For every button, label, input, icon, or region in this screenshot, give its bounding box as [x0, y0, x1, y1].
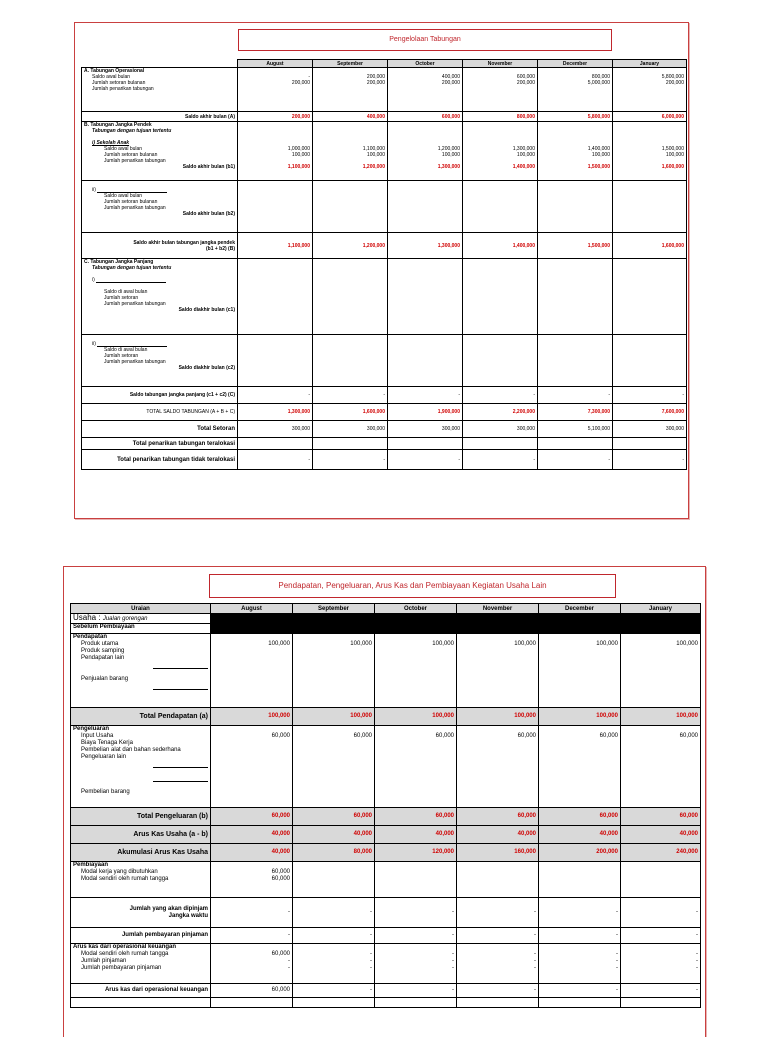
- empty-cell: [539, 862, 621, 898]
- row-label: Jumlah setoran: [104, 353, 139, 359]
- short-term-total: 1,600,000: [613, 233, 687, 259]
- empty-cell: [375, 862, 457, 898]
- pinjam: -: [293, 898, 375, 928]
- section-a-heading: A. Tabungan Operasional: [84, 68, 145, 74]
- empty-cell: [375, 998, 457, 1008]
- row-label: Saldo di awal bulan: [104, 347, 148, 353]
- row-label: Biaya Tenaga Kerja: [81, 740, 133, 746]
- row-label: Jumlah setoran bulanan: [92, 80, 146, 86]
- total-setoran: 300,000: [238, 421, 313, 438]
- pengeluaran-cell: 60,000: [293, 726, 375, 808]
- business-table: [70, 603, 701, 1008]
- akumulasi: 120,000: [375, 844, 457, 862]
- row-label: Saldo di awal bulan: [104, 289, 148, 295]
- row-label: Jumlah setoran bulanan: [104, 199, 158, 205]
- empty-cell: [463, 438, 538, 450]
- long-term-total: -: [313, 387, 388, 404]
- penarikan-tidak: -: [613, 450, 687, 470]
- akumulasi-label: Akumulasi Arus Kas Usaha: [71, 844, 211, 862]
- c2-name-blank: ii): [84, 341, 235, 347]
- b1-cell: 1,500,000 100,000 1,600,000: [613, 122, 687, 181]
- empty-cell: [621, 998, 701, 1008]
- empty-cell: [457, 998, 539, 1008]
- pengeluaran-cell: 60,000: [457, 726, 539, 808]
- total-pengeluaran: 60,000: [621, 808, 701, 826]
- row-label: Penjualan barang: [81, 676, 129, 682]
- b1-cell: 1,000,000 100,000 1,100,000: [238, 122, 313, 181]
- row-label: Saldo awal bulan: [104, 193, 143, 199]
- arus-kas: 40,000: [621, 826, 701, 844]
- grand-total: 7,600,000: [613, 404, 687, 421]
- month-header: December: [538, 60, 613, 68]
- empty-cell: [621, 862, 701, 898]
- empty-cell: [457, 862, 539, 898]
- pengeluaran-cell: 60,000: [621, 726, 701, 808]
- operasional-labels: [71, 944, 211, 984]
- b1-cell: 1,400,000 100,000 1,500,000: [538, 122, 613, 181]
- section-c-labels: [82, 259, 238, 335]
- row-label: Jumlah pembayaran pinjaman: [81, 965, 162, 971]
- akumulasi: 160,000: [457, 844, 539, 862]
- total-setoran: 300,000: [613, 421, 687, 438]
- empty-cell: [539, 998, 621, 1008]
- empty-cell: [463, 335, 538, 387]
- pengeluaran-heading: Pengeluaran: [73, 726, 110, 732]
- grand-total: 2,200,000: [463, 404, 538, 421]
- total-value: 600,000: [388, 112, 463, 122]
- row-label: Saldo awal bulan: [92, 74, 131, 80]
- row-label: Jumlah penarikan tabungan: [104, 158, 166, 164]
- operasional-cell: - - -: [375, 944, 457, 984]
- section-b-labels: [82, 122, 238, 181]
- operasional-total-label: Arus kas dari operasional keuangan: [71, 984, 211, 998]
- row-label: Saldo awal bulan: [104, 146, 143, 152]
- section-c-subheading: Tabungan dengan tujuan tertentu: [92, 265, 172, 271]
- row-label: Modal sendiri oleh rumah tangga: [81, 951, 169, 957]
- month-header: January: [621, 604, 701, 614]
- arus-kas: 40,000: [457, 826, 539, 844]
- c1-name-blank: i): [84, 277, 235, 283]
- empty-cell: [238, 259, 313, 335]
- usaha-value: Jualan gorengan: [102, 616, 148, 622]
- operasional-total: -: [293, 984, 375, 998]
- arus-kas-label: Arus Kas Usaha (a - b): [71, 826, 211, 844]
- row-label: Produk samping: [81, 648, 125, 654]
- row-label: Pembelian alat dan bahan sederhana: [81, 747, 181, 753]
- pendapatan-cell: 100,000: [211, 634, 293, 708]
- b1-name: i) Sekolah Anak: [92, 140, 130, 146]
- empty-cell: [463, 259, 538, 335]
- long-term-total: -: [238, 387, 313, 404]
- empty-cell: [313, 335, 388, 387]
- bayar: -: [375, 928, 457, 944]
- month-header: August: [238, 60, 313, 68]
- row-label: Input Usaha: [81, 733, 114, 739]
- row-label: Jumlah setoran: [104, 295, 139, 301]
- pembiayaan-labels: [71, 862, 211, 898]
- empty-cell: [538, 181, 613, 233]
- c2-labels: [82, 335, 238, 387]
- short-term-total: 1,200,000: [313, 233, 388, 259]
- empty-cell: [388, 181, 463, 233]
- short-term-total: 1,300,000: [388, 233, 463, 259]
- month-header: December: [539, 604, 621, 614]
- empty-cell: [293, 862, 375, 898]
- total-pendapatan: 100,000: [539, 708, 621, 726]
- pembiayaan-heading: Pembiayaan: [73, 862, 109, 868]
- penarikan-tidak: -: [238, 450, 313, 470]
- row-label: Jumlah penarikan tabungan: [104, 359, 166, 365]
- operasional-total: -: [539, 984, 621, 998]
- akumulasi: 80,000: [293, 844, 375, 862]
- b1-cell: 1,200,000 100,000 1,300,000: [388, 122, 463, 181]
- operasional-cell: - - -: [293, 944, 375, 984]
- total-label: Saldo akhir bulan (A): [82, 112, 238, 122]
- total-value: 6,000,000: [613, 112, 687, 122]
- savings-sheet: [74, 22, 689, 519]
- row-label: Pembelian barang: [81, 789, 130, 795]
- b1-cell: 1,300,000 100,000 1,400,000: [463, 122, 538, 181]
- penarikan-teralokasi-label: Total penarikan tabungan teralokasi: [82, 438, 238, 450]
- operasional-cell: - - -: [621, 944, 701, 984]
- row-label: Pendapatan lain: [81, 655, 125, 661]
- grand-total-label: TOTAL SALDO TABUNGAN (A + B + C): [82, 404, 238, 421]
- empty-cell: [313, 181, 388, 233]
- pendapatan-cell: 100,000: [539, 634, 621, 708]
- uraian-header: Uraian: [71, 604, 211, 614]
- b2-labels: [82, 181, 238, 233]
- c2-total-label: Saldo diakhir bulan (c2): [178, 365, 235, 371]
- pendapatan-heading: Pendapatan: [73, 634, 108, 640]
- section-a-cell: 600,000 200,000: [463, 68, 538, 112]
- empty-cell: [538, 259, 613, 335]
- section-a-cell: - 200,000: [238, 68, 313, 112]
- empty-cell: [293, 998, 375, 1008]
- empty-cell: [313, 259, 388, 335]
- operasional-total: 60,000: [211, 984, 293, 998]
- total-pengeluaran: 60,000: [375, 808, 457, 826]
- penarikan-tidak: -: [463, 450, 538, 470]
- row-label: Jumlah setoran bulanan: [104, 152, 158, 158]
- empty-cell: [538, 438, 613, 450]
- pinjam: -: [457, 898, 539, 928]
- operasional-total: -: [375, 984, 457, 998]
- usaha-row: Usaha : Jualan gorengan: [71, 614, 211, 624]
- penarikan-tidak: -: [538, 450, 613, 470]
- total-value: 800,000: [463, 112, 538, 122]
- b1-total-label: Saldo akhir bulan (b1): [182, 164, 235, 170]
- arus-kas: 40,000: [293, 826, 375, 844]
- pinjam-label: Jumlah yang akan dipinjam Jangka waktu: [71, 898, 211, 928]
- pinjam: -: [211, 898, 293, 928]
- empty-cell: [388, 259, 463, 335]
- total-pendapatan-label: Total Pendapatan (a): [71, 708, 211, 726]
- sebelum-bar: [211, 624, 701, 634]
- total-value: 5,800,000: [538, 112, 613, 122]
- row-label: Jumlah penarikan tabungan: [104, 301, 166, 307]
- pendapatan-cell: 100,000: [293, 634, 375, 708]
- empty-cell: [211, 998, 293, 1008]
- section-c-heading: C. Tabungan Jangka Panjang: [84, 259, 154, 265]
- section-b-subheading: Tabungan dengan tujuan tertentu: [92, 128, 172, 134]
- pendapatan-cell: 100,000: [621, 634, 701, 708]
- penarikan-tidak-label: Total penarikan tabungan tidak teralokasi: [82, 450, 238, 470]
- row-label: Produk utama: [81, 641, 119, 647]
- empty-cell: [238, 438, 313, 450]
- empty-cell: [388, 438, 463, 450]
- long-term-total: -: [388, 387, 463, 404]
- penarikan-tidak: -: [388, 450, 463, 470]
- pendapatan-cell: 100,000: [375, 634, 457, 708]
- bayar: -: [457, 928, 539, 944]
- pinjam: -: [539, 898, 621, 928]
- c1-total-label: Saldo diakhir bulan (c1): [178, 307, 235, 313]
- operasional-cell: - - -: [457, 944, 539, 984]
- savings-title: Pengelolaan Tabungan: [238, 29, 612, 51]
- pengeluaran-labels: [71, 726, 211, 808]
- long-term-total-label: Saldo tabungan jangka panjang (c1 + c2) (C): [82, 387, 238, 404]
- bayar: -: [539, 928, 621, 944]
- total-value: 400,000: [313, 112, 388, 122]
- month-header: November: [457, 604, 539, 614]
- total-setoran: 300,000: [463, 421, 538, 438]
- b1-cell: 1,100,000 100,000 1,200,000: [313, 122, 388, 181]
- empty-cell: [388, 335, 463, 387]
- total-pendapatan: 100,000: [293, 708, 375, 726]
- month-header: August: [211, 604, 293, 614]
- section-a-cell: 800,000 5,000,000: [538, 68, 613, 112]
- total-pendapatan: 100,000: [457, 708, 539, 726]
- row-label: Jumlah penarikan tabungan: [104, 205, 166, 211]
- empty-cell: [538, 335, 613, 387]
- empty-cell: [613, 259, 687, 335]
- pembiayaan-cell: 60,000 60,000: [211, 862, 293, 898]
- short-term-total: 1,500,000: [538, 233, 613, 259]
- arus-kas: 40,000: [539, 826, 621, 844]
- total-pendapatan: 100,000: [375, 708, 457, 726]
- business-sheet: [63, 566, 706, 1037]
- month-header: September: [313, 60, 388, 68]
- total-value: 200,000: [238, 112, 313, 122]
- month-header: September: [293, 604, 375, 614]
- row-label: Pengeluaran lain: [81, 754, 127, 760]
- section-a-labels: [82, 68, 238, 112]
- long-term-total: -: [613, 387, 687, 404]
- b2-total-label: Saldo akhir bulan (b2): [182, 211, 235, 217]
- grand-total: 1,600,000: [313, 404, 388, 421]
- sebelum-label: Sebelum Pembiayaan: [71, 624, 211, 634]
- business-title: Pendapatan, Pengeluaran, Arus Kas dan Pembiayaan Kegiatan Usaha Lain: [209, 574, 616, 598]
- empty-cell: [613, 438, 687, 450]
- akumulasi: 200,000: [539, 844, 621, 862]
- usaha-bar: [211, 614, 701, 624]
- row-label: Modal kerja yang dibutuhkan: [81, 869, 158, 875]
- grand-total: 1,300,000: [238, 404, 313, 421]
- total-setoran: 300,000: [313, 421, 388, 438]
- penarikan-tidak: -: [313, 450, 388, 470]
- bayar-label: Jumlah pembayaran pinjaman: [71, 928, 211, 944]
- bayar: -: [211, 928, 293, 944]
- long-term-total: -: [463, 387, 538, 404]
- total-setoran: 300,000: [388, 421, 463, 438]
- month-header: November: [463, 60, 538, 68]
- total-pengeluaran: 60,000: [293, 808, 375, 826]
- operasional-total: -: [621, 984, 701, 998]
- empty-cell: [238, 335, 313, 387]
- short-term-total: 1,100,000: [238, 233, 313, 259]
- operasional-cell: 60,000 - -: [211, 944, 293, 984]
- section-a-cell: 200,000 200,000: [313, 68, 388, 112]
- section-a-cell: 5,800,000 200,000: [613, 68, 687, 112]
- bayar: -: [293, 928, 375, 944]
- total-pendapatan: 100,000: [621, 708, 701, 726]
- empty-cell: [71, 998, 211, 1008]
- row-label: Modal sendiri oleh rumah tangga: [81, 876, 169, 882]
- empty-cell: [238, 181, 313, 233]
- grand-total: 1,900,000: [388, 404, 463, 421]
- arus-kas: 40,000: [211, 826, 293, 844]
- bayar: -: [621, 928, 701, 944]
- section-b-heading: B. Tabungan Jangka Pendek: [84, 122, 152, 128]
- empty-cell: [463, 181, 538, 233]
- total-pengeluaran: 60,000: [457, 808, 539, 826]
- month-header: October: [375, 604, 457, 614]
- akumulasi: 240,000: [621, 844, 701, 862]
- b2-name-blank: ii): [84, 187, 235, 193]
- empty-cell: [613, 335, 687, 387]
- savings-table: [81, 59, 687, 470]
- pendapatan-cell: 100,000: [457, 634, 539, 708]
- month-header: January: [613, 60, 687, 68]
- pinjam: -: [375, 898, 457, 928]
- operasional-heading: Arus kas dari operasional keuangan: [73, 944, 177, 950]
- month-header: October: [388, 60, 463, 68]
- operasional-cell: - - -: [539, 944, 621, 984]
- arus-kas: 40,000: [375, 826, 457, 844]
- total-pengeluaran: 60,000: [539, 808, 621, 826]
- total-setoran: 5,100,000: [538, 421, 613, 438]
- pendapatan-labels: [71, 634, 211, 708]
- short-term-total: 1,400,000: [463, 233, 538, 259]
- empty-cell: [613, 181, 687, 233]
- section-a-cell: 400,000 200,000: [388, 68, 463, 112]
- pengeluaran-cell: 60,000: [539, 726, 621, 808]
- operasional-total: -: [457, 984, 539, 998]
- total-setoran-label: Total Setoran: [82, 421, 238, 438]
- total-pengeluaran: 60,000: [211, 808, 293, 826]
- akumulasi: 40,000: [211, 844, 293, 862]
- total-pengeluaran-label: Total Pengeluaran (b): [71, 808, 211, 826]
- long-term-total: -: [538, 387, 613, 404]
- row-label: Jumlah pinjaman: [81, 958, 127, 964]
- empty-cell: [313, 438, 388, 450]
- total-pendapatan: 100,000: [211, 708, 293, 726]
- pengeluaran-cell: 60,000: [375, 726, 457, 808]
- short-term-total-label: Saldo akhir bulan tabungan jangka pendek (b1 + b2) (B): [82, 233, 238, 259]
- grand-total: 7,300,000: [538, 404, 613, 421]
- pinjam: -: [621, 898, 701, 928]
- row-label: Jumlah penarikan tabungan: [92, 86, 154, 92]
- pengeluaran-cell: 60,000: [211, 726, 293, 808]
